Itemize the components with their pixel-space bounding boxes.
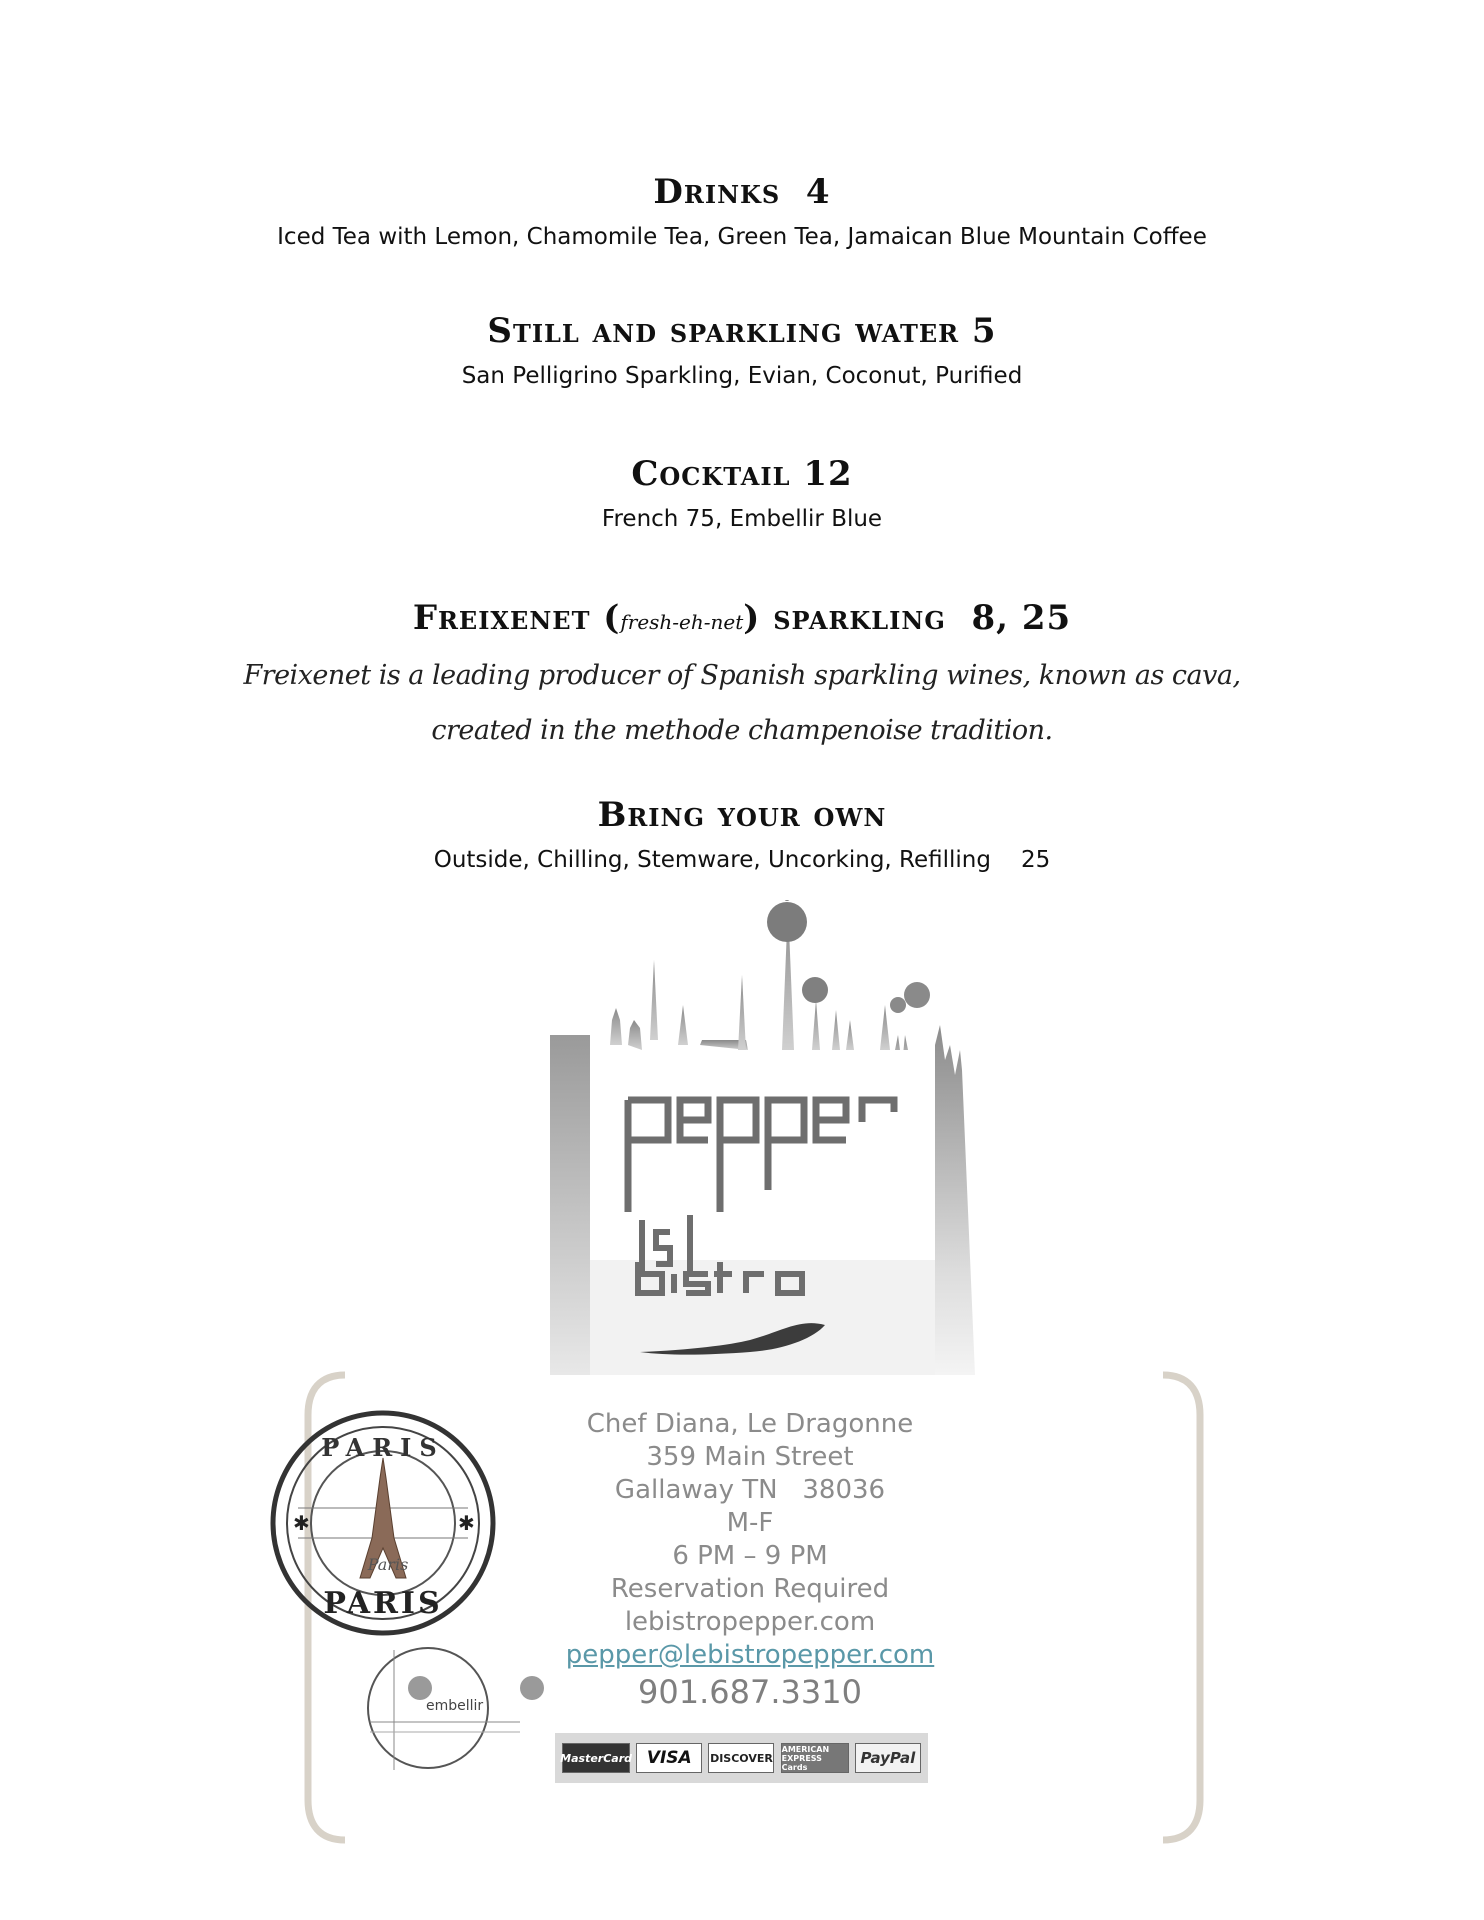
freixenet-section [0,598,1484,758]
logo-right-column [935,1025,975,1375]
logo-left-column [550,1035,590,1375]
freixenet-title-suffix: ) sparkling [743,598,946,638]
cocktail-section [0,454,1484,536]
payment-cards [555,1733,928,1783]
stamp-bottom-text: PARIS [323,1586,443,1621]
paypal-icon: PayPal [855,1743,921,1773]
city-state-zip: Gallaway TN 38036 [614,1475,886,1505]
discover-icon: DISCOVER [708,1743,774,1773]
skyline-dome-tip [784,900,790,901]
american-express-icon: AMERICAN EXPRESS Cards [781,1743,849,1773]
embellir-logo [360,1640,560,1770]
water-section [0,311,1484,393]
paris-stamp [268,1408,498,1638]
drinks-items: Iced Tea with Lemon, Chamomile Tea, Green Tea, Jamaican Blue Mountain Coffee [277,224,1207,250]
website[interactable]: lebistropepper.com [624,1607,876,1637]
chef-name: Chef Diana, Le Dragonne [586,1409,914,1439]
skyline-dome-right [904,982,930,1008]
byo-price: 25 [1021,847,1051,873]
water-heading: Still and sparkling water 5 [487,311,997,351]
skyline-graphic [610,905,908,1065]
cocktail-items: French 75, Embellir Blue [601,506,883,532]
byo-heading: Bring your own [597,795,887,835]
street-address: 359 Main Street [646,1442,854,1472]
freixenet-title: Freixenet ( [412,598,621,638]
stamp-top-text: PARIS [321,1433,445,1462]
open-hours: 6 PM – 9 PM [672,1541,828,1571]
logo-card-shade [590,1260,935,1375]
water-items: San Pelligrino Sparkling, Evian, Coconut, Purified [461,363,1023,389]
open-days: M-F [726,1508,774,1538]
right-bracket [1158,1370,1208,1845]
skyline-dome-small [890,997,906,1013]
byo-section [0,795,1484,877]
embellir-text: embellir [426,1698,484,1714]
embellir-dot-icon [408,1676,432,1700]
freixenet-price: 8, 25 [971,598,1072,638]
byo-items [0,843,1484,877]
contact-info [540,1408,960,1712]
visa-icon: VISA [636,1743,702,1773]
skyline-dome-medium [802,977,828,1003]
skyline-dome-large [767,902,807,942]
stamp-star-right-icon: ✱ [458,1511,475,1535]
byo-items-text: Outside, Chilling, Stemware, Uncorking, Refilling [433,847,991,873]
drinks-heading [0,172,1484,212]
freixenet-description [0,648,1484,758]
freixenet-pronunciation: fresh-eh-net [620,610,744,634]
mastercard-icon: MasterCard [562,1743,630,1773]
drinks-title: Drinks [653,172,781,212]
freixenet-description-line1: Freixenet is a leading producer of Spanish sparkling wines, known as cava, [243,660,1241,691]
drinks-section [0,172,1484,254]
stamp-middle-text: Paris [367,1555,409,1574]
freixenet-heading [0,598,1484,642]
email-link[interactable]: pepper@lebistropepper.com [565,1640,935,1670]
stamp-star-left-icon: ✱ [293,1511,310,1535]
phone-number: 901.687.3310 [638,1673,862,1711]
freixenet-description-line2: created in the methode champenoise tradition. [431,715,1053,746]
drinks-price: 4 [805,172,831,212]
cocktail-heading: Cocktail 12 [631,454,853,494]
reservation-note: Reservation Required [610,1574,890,1604]
pepper-bistro-logo [550,900,990,1375]
